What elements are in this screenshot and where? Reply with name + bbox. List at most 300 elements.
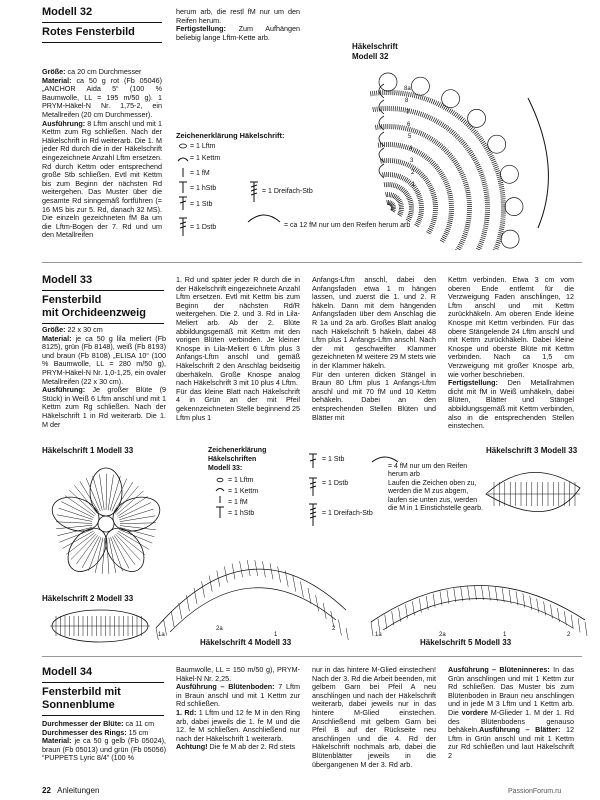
m33c1-stitch-0-3 [100, 474, 105, 510]
m32-stitch-r8-30 [429, 98, 431, 103]
footer-page-number: 22 [42, 786, 51, 795]
m32-stitch-r7-63 [476, 164, 481, 166]
m32-stitch-r8-71 [488, 153, 492, 155]
m34-title: Modell 34 [42, 666, 93, 678]
m32-stitch-r4-38 [433, 200, 438, 201]
m32-stitch-r5-11 [400, 143, 401, 148]
m33c4-row-number-1: 2a [216, 626, 223, 632]
m32-stitch-r6-77 [466, 222, 471, 223]
m34-col1-seg-2: Material: je ca 50 g gelb (Fb 05024), braun (Fb 05013) und grün (Fb 05056) “PUPPETS Lyric 8/4” (100 % [42, 736, 166, 763]
m32-stitch-r6-80 [465, 228, 470, 229]
m32-stitch-r8-40 [447, 107, 450, 111]
m32-stitch-r1-3 [391, 192, 392, 197]
m32-stitch-r7-100 [481, 237, 486, 239]
m32-stitch-r3-28 [419, 203, 424, 204]
m33c4-arc-outer [156, 569, 346, 628]
m32-stitch-r6-74 [467, 216, 472, 217]
m32-stitch-r7-95 [483, 228, 488, 229]
m34-col2-seg-1-lead: Ausführung – Blütenboden: [176, 682, 275, 692]
m32-stitch-r8-33 [435, 101, 437, 106]
m32-stitch-r6-14 [403, 126, 404, 131]
m32-stitch-r5-70 [443, 235, 448, 237]
m33c1-stitch-4-2 [56, 522, 92, 524]
m32-stitch-r2-5 [393, 183, 394, 188]
m33-legend-lftm: = 1 Lftm [228, 477, 254, 484]
m32-stitch-r1-2 [389, 192, 390, 197]
m32-legend-kettm: = 1 Kettm [190, 155, 221, 162]
m32-stitch-r4-9 [398, 159, 399, 164]
m32-stitch-r8-78 [494, 167, 499, 169]
m33c4-stitch-15 [270, 563, 273, 579]
m33c5-stitch-13 [461, 587, 463, 601]
m34-col1-seg-1: Durchmesser des Rings: 15 cm [42, 727, 149, 737]
m32-edge-loop-2 [379, 132, 384, 146]
m33c1-stitch-3-5 [71, 534, 96, 560]
m32-stitch-r8-29 [427, 97, 429, 102]
m32-stitch-r8-86 [498, 182, 503, 183]
m32-stitch-r4-13 [405, 162, 407, 167]
m32-stitch-r7-91 [484, 220, 489, 221]
m32-legend-lftm: = 1 Lftm [190, 143, 216, 150]
m32-stitch-r8-0 [370, 91, 371, 96]
m32-stitch-r2-17 [407, 198, 412, 200]
m32-stitch-r8-116 [496, 242, 501, 244]
m32-stitch-r4-54 [427, 230, 431, 233]
m32-stitch-r8-42 [450, 110, 453, 114]
m32-stitch-r5-0 [378, 143, 379, 148]
m32-stitch-r6-89 [458, 244, 463, 246]
m32-stitch-r6-58 [464, 184, 469, 186]
m32-stitch-r7-73 [482, 184, 487, 185]
m33c5-row-number-0: 1a [375, 632, 382, 638]
m34-col1-seg-1-lead: Durchmesser des Rings: [42, 727, 127, 737]
m33c5-stitch-17 [488, 586, 490, 600]
m32-stitch-r3-37 [417, 220, 422, 222]
m32-stitch-r2-27 [407, 216, 412, 218]
m32-text-col1 [42, 68, 162, 248]
m32-stitch-r2-0 [384, 182, 385, 187]
m33c4-row-number-2: 1 [274, 632, 278, 638]
m33c1-stitch-0-2 [93, 476, 103, 511]
m32-stitch-r5-64 [447, 224, 452, 225]
m32-round-number-8: 1 [412, 182, 416, 188]
m34-col4-seg-1: vordere M-Glieder 1. M der 1. Rd des Blütenbodens genauso behäkeln. [448, 707, 574, 735]
m33c1-stitch-1-6 [120, 523, 156, 524]
m32-stitch-r5-20 [416, 149, 418, 154]
m32-stitch-r6-52 [460, 172, 465, 174]
m33-legend-fm: = 1 fM [228, 499, 248, 506]
m32-stitch-r4-53 [428, 228, 432, 230]
m32-stitch-r4-7 [394, 159, 395, 164]
m32-stitch-r7-66 [478, 170, 483, 172]
m32-stitch-r1-4 [392, 193, 394, 198]
m32-stitch-r6-53 [460, 174, 465, 176]
m32-stitch-r1-15 [399, 210, 404, 211]
m32-stitch-r5-21 [417, 150, 419, 154]
m32-col1-seg-0: Größe: ca 20 cm Durchmesser [42, 68, 142, 76]
m33-chart2-label: Häkelschrift 2 Modell 33 [42, 594, 134, 603]
m32-stitch-r8-80 [495, 171, 500, 173]
m32-stitch-r6-78 [465, 224, 470, 225]
m33-legend-stb: = 1 Stb [322, 456, 345, 463]
m32-stitch-r6-61 [465, 190, 470, 191]
m32-stitch-r5-62 [448, 221, 453, 222]
m32-stitch-r7-68 [479, 174, 484, 176]
m32-stitch-r8-43 [452, 111, 455, 115]
m32-stitch-r8-118 [495, 246, 500, 248]
m33-subtitle1: Fensterbild [42, 294, 102, 306]
m32-stitch-r7-103 [479, 243, 484, 245]
m33-col1-seg-1: Material: je ca 50 g lila meliert (Fb 8125), grün (Fb 8148), weiß (Fb 8193) und braun (Fb 8108) „ELISA 10“ (100 % Baumwolle, LL = 280 m/50 g), PRYM-Häkel-N Nr. 1,0-1,25, ein ovaler Metallreifen (22 x 30 cm). [42, 333, 166, 386]
m32-stitch-r4-14 [407, 163, 409, 168]
m32-stitch-r6-23 [420, 131, 422, 136]
m33-col1-seg-2-lead: Ausführung: [42, 385, 86, 395]
m32-stitch-r8-75 [492, 161, 497, 163]
m32-stitch-r8-108 [500, 227, 505, 228]
m32-stitch-r5-37 [439, 172, 443, 175]
m33c1-stitch-2-7 [109, 538, 116, 573]
m32-stitch-r5-46 [447, 189, 452, 191]
m32-stitch-r2-6 [395, 183, 397, 188]
m32-stitch-r5-59 [449, 215, 454, 216]
m32-stitch-r8-34 [437, 101, 439, 106]
m33c4-stitch-7 [209, 576, 212, 592]
m32-stitch-r5-48 [447, 193, 452, 194]
m32-stitch-r8-31 [431, 99, 433, 104]
m32-stitch-r6-91 [456, 248, 460, 250]
m32-stitch-r4-30 [428, 185, 432, 187]
m32-stitch-r4-8 [396, 159, 397, 164]
m32-stitch-r6-27 [427, 135, 430, 139]
m32-stitch-r8-88 [499, 187, 504, 188]
m32-stitch-r6-84 [462, 235, 467, 237]
m32-stitch-r7-79 [484, 196, 489, 197]
m32-stitch-r5-14 [405, 145, 406, 150]
m32-stitch-r6-57 [463, 182, 468, 184]
m32-stitch-r7-21 [414, 110, 415, 115]
m32-stitch-r8-44 [454, 112, 457, 116]
m34-col4-seg-2: Ausführung – Blätter: 12 Lftm in Grün anschl und mit 1 Kettm zur Rd schließen und laut Häkelschrift 2 [448, 725, 574, 760]
m32-stitch-r8-79 [495, 169, 500, 171]
m32-stitch-r6-0 [375, 125, 376, 130]
m33-text-col2: 1. Rd und später jeder R durch die in der Häkelschrift eingezeichnete Anzahl Lftm ersetzen. Evtl mit Kettm bis zum Beginn der nächsten Rd/R weitergehen. Die 2. und 3. Rd in Lila-Meliert arb. Ab der 2. Blüte abbildungsgemäß mit Kettm mit den vorigen Blüten verbinden. Je kleiner Knospe in Lila-Meliert 6 Lftm plus 3 Anfangs-Lftm anschl und gemäß Häkelschrift 2 den Anschlag beidseitig überhäkeln. Große Knospe analog nach Häkelschrift 3 mit 10 plus 4 Lftm. Für das kleine Blatt nach Häkelschrift 4 in Grün an der mit Pfeil gekennzeichneten Stelle beginnend 25 Lftm plus 1 [176, 276, 300, 422]
m32-stitch-r8-36 [440, 103, 442, 107]
m34-col2-seg-2-lead: 1. Rd: [176, 707, 197, 717]
m32-stitch-r6-22 [418, 130, 420, 135]
m32-stitch-r6-87 [460, 241, 465, 243]
m32-stitch-r7-25 [422, 112, 424, 117]
m33-text-col1 [42, 326, 166, 430]
m32-stitch-r4-50 [430, 223, 435, 225]
m32-stitch-r8-107 [500, 225, 505, 226]
m32-stitch-r4-29 [427, 183, 431, 186]
m32-stitch-r4-6 [392, 158, 393, 163]
m32-stitch-r7-67 [479, 172, 484, 174]
m32-round-number-1: 8 [405, 98, 409, 104]
m32-stitch-r7-101 [480, 239, 485, 241]
m32-stitch-r7-97 [482, 232, 487, 233]
m33-chart2 [40, 604, 160, 654]
m32-stitch-r8-73 [490, 157, 495, 159]
m32-stitch-r7-62 [475, 162, 479, 164]
m33c1-stitch-2-2 [117, 533, 145, 555]
m32-stitch-r8-65 [482, 143, 486, 146]
m32-stitch-r6-18 [411, 128, 413, 133]
m32-stitch-r7-105 [477, 247, 482, 249]
m32-stitch-r6-63 [466, 194, 471, 195]
m32-stitch-r2-19 [408, 202, 413, 203]
m32-legend-dstb: = 1 Dstb [190, 224, 217, 231]
m32-title: Modell 32 [42, 6, 93, 18]
m32-stitch-r1-16 [399, 211, 404, 213]
m32-stitch-r5-61 [448, 219, 453, 220]
m32-stitch-r4-45 [433, 214, 438, 215]
m32-stitch-r5-18 [412, 148, 414, 153]
m32-stitch-r8-91 [500, 193, 505, 194]
m33-col1-seg-0: Größe: 22 x 30 cm [42, 326, 103, 334]
m32-stitch-r7-64 [476, 166, 481, 168]
m32-stitch-r8-35 [438, 102, 440, 107]
m32-stitch-r0-8 [391, 208, 396, 209]
m32-stitch-r3-6 [394, 173, 395, 178]
m32-stitch-r8-17 [405, 91, 406, 96]
m32-stitch-r4-39 [433, 203, 438, 204]
m32-stitch-r5-49 [448, 195, 453, 196]
m32-stitch-r2-20 [409, 204, 414, 205]
m33-chart4-label: Häkelschrift 4 Modell 33 [200, 638, 292, 647]
m32-stitch-r7-90 [485, 218, 490, 219]
divider-2 [42, 656, 582, 657]
m32-stitch-r8-32 [433, 100, 435, 105]
m32-stitch-r4-10 [400, 160, 401, 165]
m33c5-stitch-12 [454, 588, 456, 602]
m33c1-stitch-1-4 [119, 509, 153, 520]
footer-section: Anleitungen [57, 786, 100, 795]
m32-stitch-r5-22 [419, 151, 422, 155]
m33c5-stitch-31 [585, 622, 587, 636]
m32-col1-seg-1-lead: Material: [42, 75, 72, 85]
m33-chart4 [150, 540, 350, 640]
m33c5-stitch-14 [468, 586, 470, 600]
m33c4-stitch-13 [255, 560, 258, 576]
m33-legend-dreifach: = 1 Dreifach-Stb [322, 510, 373, 517]
m32-stitch-r8-77 [493, 165, 498, 167]
m32-round-number-6: 3 [410, 158, 414, 164]
m32-stitch-r6-64 [466, 196, 471, 197]
m32-stitch-r7-26 [424, 113, 426, 118]
m32-scallop-1 [411, 77, 429, 95]
m32-stitch-r8-70 [487, 152, 491, 154]
m32-stitch-r6-82 [463, 232, 468, 234]
m32-stitch-r8-117 [495, 244, 500, 246]
m32-subtitle-rule [42, 42, 162, 43]
m34-col2-seg-1: Ausführung – Blütenboden: 7 Lftm in Braun anschl und mit 1 Kettm zur Rd schließen. [176, 682, 300, 709]
m32-stitch-r3-33 [419, 213, 424, 214]
m33-subtitle-rule [42, 323, 164, 324]
m32-stitch-r3-25 [418, 197, 423, 199]
m32-stitch-r5-12 [402, 144, 403, 149]
m34-col1-seg-0-lead: Durchmesser der Blüte: [42, 720, 124, 728]
m32-stitch-r8-26 [422, 95, 424, 100]
m32-stitch-r7-102 [479, 241, 484, 243]
m32-stitch-r7-59 [472, 157, 476, 160]
m32-round-number-5: 4 [409, 146, 413, 152]
m32-stitch-r7-34 [438, 121, 441, 125]
m32-round-number-7: 2 [411, 170, 415, 176]
m32-stitch-r2-8 [398, 185, 400, 189]
m32-stitch-r6-25 [424, 133, 426, 138]
m32-stitch-r3-27 [419, 201, 424, 202]
m32-stitch-r6-24 [422, 132, 424, 137]
m32-stitch-r5-52 [449, 201, 454, 202]
m32-stitch-r5-69 [444, 233, 449, 235]
m32-col1-seg-1: Material: ca 50 g rot (Fb 05046) „ANCHOR Aida 5“ (100 % Baumwolle, LL = 195 m/50 g). 1 PRYM-Häkel-N Nr. 1,75-2, ein Metallreifen (20 cm Durchmesser). [42, 75, 162, 119]
m32-stitch-r7-99 [481, 235, 486, 236]
m32-stitch-r7-2 [377, 107, 378, 112]
m32-stitch-r8-106 [500, 223, 505, 224]
m32-col2-seg-1: Fertigstellung: Zum Aufhängen beliebig lange Lftm-Kette arb. [176, 24, 300, 42]
m32-stitch-r5-42 [444, 181, 449, 183]
m32-stitch-r4-52 [429, 227, 434, 229]
m32-stitch-r8-119 [494, 248, 499, 250]
m32-stitch-r3-26 [418, 199, 423, 200]
m32-stitch-r8-1 [372, 91, 373, 96]
m32-stitch-r6-83 [463, 233, 468, 235]
m33-chart5 [365, 560, 590, 640]
m32-round-number-4: 5 [408, 134, 412, 140]
m33-text-col3: Anfangs-Lftm anschl, dabei den Anfangsfaden etwa 1 m hängen lassen, und zuerst die 1. und 2. R häkeln. Dann mit dem hängenden Anfangsfaden über dem Anschlag die R 1a und 2a arb. Großes Blatt analog nach Häkelschrift 5 häkeln, dabei 48 Lftm plus 1 Anfangs-Lftm anschl. Nach der mit geschweifter Klammer gezeichneten M weitere 29 M stets wie in der Klammer häkeln. Für den unteren dicken Stängel in Braun 80 Lftm plus 1 Anfangs-Lftm anschl und mit 70 fM und 10 Kettm behäkeln. Dabei an den entsprechenden Stellen Blüten und Blätter mit [312, 276, 436, 422]
m33-col1-seg-1-lead: Material: [42, 333, 72, 343]
m32-stitch-r5-47 [447, 191, 452, 192]
m32-stitch-r6-54 [461, 176, 466, 178]
m32-col2-seg-0: herum arb, die restl fM nur um den Reifen herum. [176, 8, 300, 25]
m32-stitch-r3-8 [397, 174, 399, 179]
m32-stitch-r8-3 [377, 91, 378, 96]
m32-scallop-3 [468, 109, 486, 127]
m32-stitch-r2-24 [409, 211, 414, 212]
m33-legend-kettm: = 1 Kettm [228, 488, 259, 495]
m32-stitch-r7-35 [440, 122, 443, 126]
m32-stitch-r5-63 [447, 222, 452, 223]
m33c1-stitch-2-8 [107, 538, 109, 574]
m33c1-stitch-1-5 [120, 516, 156, 522]
m32-stitch-r6-65 [467, 198, 472, 199]
m32-stitch-r1-11 [398, 203, 403, 205]
m32-stitch-r6-88 [459, 243, 464, 245]
m33c4-stitch-2 [171, 611, 174, 627]
m32-stitch-r3-7 [396, 173, 397, 178]
m33c5-arc-inner [383, 598, 573, 630]
m32-stitch-r7-98 [482, 234, 487, 235]
m32-stitch-r4-31 [429, 187, 434, 189]
m32-stitch-r4-37 [432, 198, 437, 199]
m32-stitch-r8-89 [499, 189, 504, 190]
m32-stitch-r6-29 [430, 137, 433, 141]
m32-stitch-r6-75 [466, 218, 471, 219]
m34-text-col3: nur in das hintere M-Glied einstechen! Nach der 3. Rd die Arbeit beenden, mit gelbem Garn bei Pfeil A neu anschlingen und nach der Häkelschrift weiterarb, dabei jeweils nur in das hintere M-Glied einstechen. Anschließend mit gelbem Garn bei Pfeil B auf der Rückseite neu anschlingen und die 4. Rd der Häkelschrift nochmals arb, dabei die Blütenblätter jeweils in die übergangenen M der 3. Rd arb. [312, 666, 436, 769]
m32-stitch-r3-35 [418, 216, 423, 217]
m34-subtitle-rule [42, 715, 164, 716]
m32-stitch-r7-13 [399, 107, 400, 112]
m33c5-stitch-0 [371, 622, 373, 636]
m32-stitch-r8-115 [496, 240, 501, 241]
m32-stitch-r8-28 [426, 97, 428, 102]
m33c4-stitch-24 [338, 620, 341, 636]
m33c4-stitch-10 [232, 563, 235, 579]
m32-chart-label-line1: Häkelschrift [352, 42, 398, 51]
m33c4-stitch-3 [179, 603, 182, 619]
m32-stitch-r1-12 [399, 205, 404, 206]
m33c1-stitch-4-3 [57, 515, 92, 522]
m32-stitch-r6-21 [416, 130, 418, 135]
m32-stitch-r7-1 [375, 107, 376, 112]
m32-stitch-r8-76 [492, 163, 497, 165]
m33c5-stitch-24 [537, 599, 539, 613]
m32-stitch-r5-65 [446, 226, 451, 228]
m32-scallop-2 [442, 90, 460, 108]
m32-stitch-r8-15 [401, 91, 402, 96]
m32-scallop-5 [500, 165, 518, 183]
m32-legend-dreifach: = 1 Dreifach-Stb [262, 188, 313, 195]
m32-stitch-r8-90 [500, 191, 505, 192]
m32-stitch-r5-51 [449, 199, 454, 200]
m32-stitch-r3-9 [399, 174, 401, 179]
m32-stitch-r2-7 [396, 184, 398, 189]
m33-legend-symbols-2 [306, 452, 320, 528]
m32-stitch-r3-39 [415, 223, 419, 225]
m32-stitch-r6-1 [378, 125, 379, 130]
m32-stitch-r1-0 [386, 192, 387, 197]
m32-stitch-r3-34 [418, 214, 423, 215]
m32-legend-hstb: = 1 hStb [190, 185, 217, 192]
m32-stitch-r6-12 [400, 125, 401, 130]
m33c4-stitch-6 [202, 582, 205, 598]
m34-col1-seg-0: Durchmesser der Blüte: ca 11 cm [42, 720, 155, 728]
m34-col4-seg-2-lead: Ausführung – Blätter: [479, 725, 561, 735]
m34-text-col4 [448, 666, 574, 778]
m32-stitch-r5-8 [394, 142, 395, 147]
m32-reifen-arc [528, 98, 548, 228]
m32-stitch-r5-66 [446, 228, 451, 230]
m32-stitch-r5-9 [396, 143, 397, 148]
m32-stitch-r7-24 [420, 112, 422, 117]
m32-stitch-r2-16 [407, 196, 412, 198]
m32-stitch-r0-0 [387, 200, 388, 205]
m34-col4-seg-0: Ausführung – Blüteninneres: In das Grün anschlingen und mit 1 Kettm zur Rd schließen. Das Muster bis zum Blütenboden in Braun neu anschlingen und in jede M 3 Lftm und 1 Kettm arb. Die [448, 666, 574, 717]
m32-stitch-r4-35 [431, 194, 436, 195]
m32-stitch-r3-5 [392, 172, 393, 177]
m32-stitch-r7-94 [483, 226, 488, 227]
m32-stitch-r5-73 [440, 240, 444, 243]
m32-stitch-r6-26 [425, 134, 427, 138]
m32-subtitle: Rotes Fensterbild [42, 26, 135, 38]
m32-stitch-r6-11 [398, 125, 399, 130]
m33-text-col4 [448, 276, 574, 436]
m32-stitch-r8-120 [493, 249, 498, 250]
m32-legend-title: Zeichenerklärung Häkelschrift: [176, 131, 285, 140]
footer [42, 786, 99, 795]
m32-stitch-r8-85 [498, 180, 503, 181]
m33c5-stitch-16 [482, 586, 484, 600]
m34-subtitle2: Sonnenblume [42, 699, 115, 711]
m32-stitch-r4-46 [432, 216, 437, 217]
m32-stitch-r7-61 [474, 161, 478, 163]
m34-text-col2 [176, 666, 300, 778]
m32-stitch-r4-32 [430, 189, 435, 191]
m33c1-stitch-1-0 [115, 486, 138, 513]
m32-stitch-r8-2 [375, 91, 376, 96]
m32-stitch-r7-60 [473, 159, 477, 161]
